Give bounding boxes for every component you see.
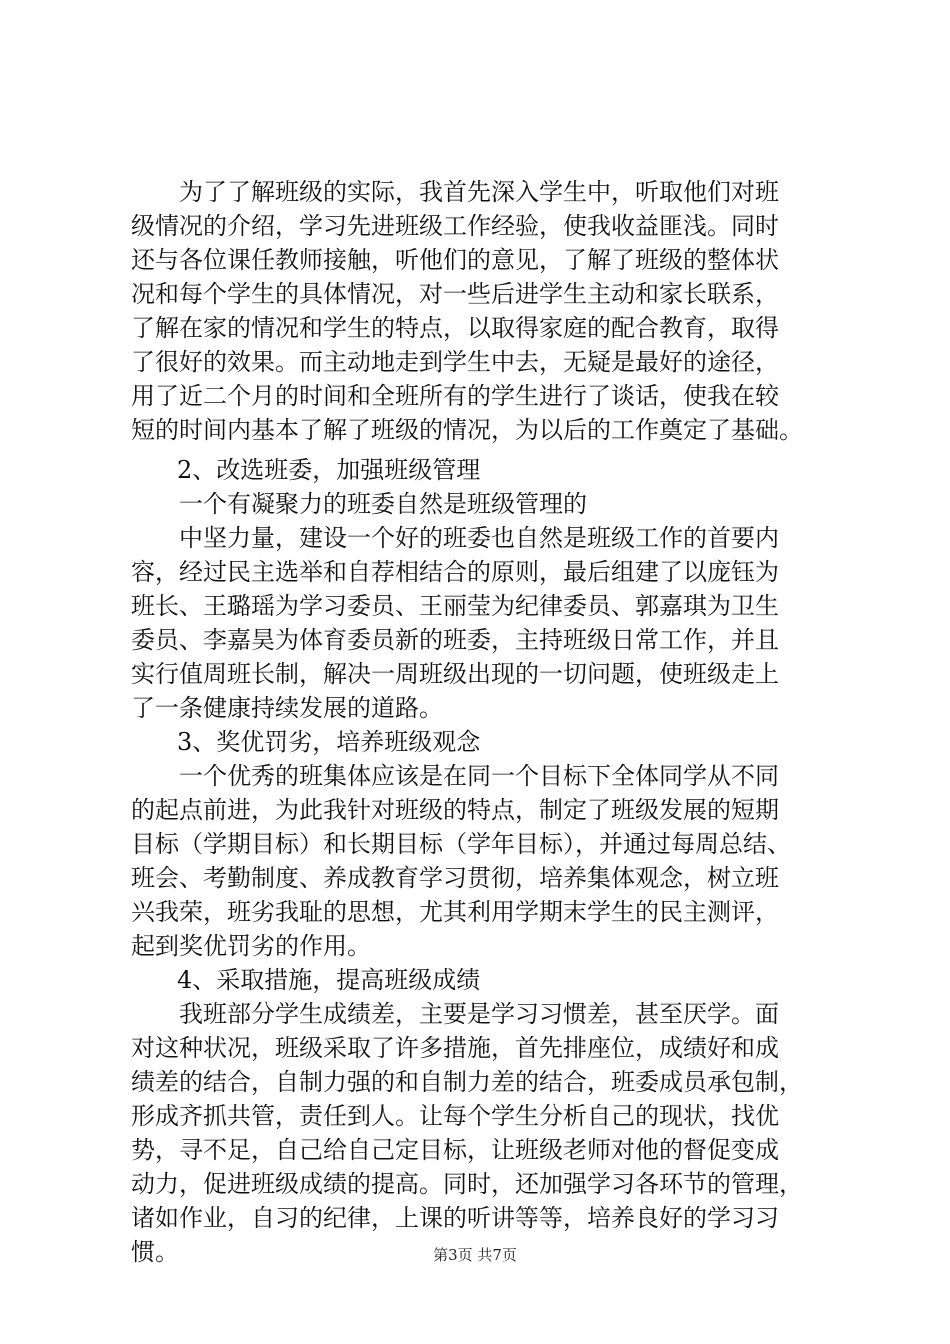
paragraph-line: 容，经过民主选举和自荐相结合的原则，最后组建了以庞钰为 <box>131 558 779 586</box>
paragraph-line: 势，寻不足，自己给自己定目标，让班级老师对他的督促变成 <box>131 1136 779 1164</box>
paragraph-line: 用了近二个月的时间和全班所有的学生进行了谈话，使我在较 <box>131 382 779 410</box>
page-number: 第3页 <box>433 1246 473 1264</box>
paragraph-line: 一个有凝聚力的班委自然是班级管理的 <box>179 490 587 518</box>
intro-paragraph <box>131 175 831 447</box>
paragraph-line: 一个优秀的班集体应该是在同一个目标下全体同学从不同 <box>179 762 779 790</box>
paragraph-line: 兴我荣，班劣我耻的思想，尤其利用学期末学生的民主测评， <box>131 898 779 926</box>
section-heading-4: 4、采取措施，提高班级成绩 <box>177 966 481 994</box>
paragraph-line: 短的时间内基本了解了班级的情况，为以后的工作奠定了基础。 <box>131 416 803 444</box>
page-total: 共7页 <box>477 1246 517 1264</box>
paragraph-line: 目标（学期目标）和长期目标（学年目标），并通过每周总结、 <box>131 830 791 858</box>
paragraph-line: 况和每个学生的具体情况，对一些后进学生主动和家长联系， <box>131 280 779 308</box>
paragraph-line: 为了了解班级的实际，我首先深入学生中，听取他们对班 <box>179 178 779 206</box>
section-heading-2: 2、改选班委，加强班级管理 <box>177 456 481 484</box>
paragraph-line: 形成齐抓共管，责任到人。让每个学生分析自己的现状，找优 <box>131 1102 779 1130</box>
paragraph-line: 我班部分学生成绩差，主要是学习习惯差，甚至厌学。面 <box>179 1000 779 1028</box>
paragraph-line: 动力，促进班级成绩的提高。同时，还加强学习各环节的管理， <box>131 1170 803 1198</box>
paragraph-line: 诸如作业，自习的纪律，上课的听讲等等，培养良好的学习习 <box>131 1204 779 1232</box>
paragraph-line: 绩差的结合，自制力强的和自制力差的结合，班委成员承包制， <box>131 1068 803 1096</box>
paragraph-line: 惯。 <box>131 1238 179 1266</box>
paragraph-line: 级情况的介绍，学习先进班级工作经验，使我收益匪浅。同时 <box>131 212 779 240</box>
paragraph-line: 了解在家的情况和学生的特点，以取得家庭的配合教育，取得 <box>131 314 779 342</box>
paragraph-line: 班会、考勤制度、养成教育学习贯彻，培养集体观念，树立班 <box>131 864 779 892</box>
paragraph-line: 实行值周班长制，解决一周班级出现的一切问题，使班级走上 <box>131 660 779 688</box>
page-footer <box>0 1245 950 1265</box>
paragraph-line: 对这种状况，班级采取了许多措施，首先排座位，成绩好和成 <box>131 1034 779 1062</box>
paragraph-line: 中坚力量，建设一个好的班委也自然是班级工作的首要内 <box>179 524 779 552</box>
paragraph-line: 的起点前进，为此我针对班级的特点，制定了班级发展的短期 <box>131 796 779 824</box>
paragraph-line: 起到奖优罚劣的作用。 <box>131 932 371 960</box>
paragraph-line: 了很好的效果。而主动地走到学生中去，无疑是最好的途径， <box>131 348 779 376</box>
paragraph-line: 了一条健康持续发展的道路。 <box>131 694 443 722</box>
paragraph-line: 委员、李嘉昊为体育委员新的班委，主持班级日常工作，并且 <box>131 626 779 654</box>
body-sections <box>131 453 831 1269</box>
paragraph-line: 还与各位课任教师接触，听他们的意见，了解了班级的整体状 <box>131 246 779 274</box>
paragraph-line: 班长、王璐瑶为学习委员、王丽莹为纪律委员、郭嘉琪为卫生 <box>131 592 779 620</box>
section-heading-3: 3、奖优罚劣，培养班级观念 <box>177 728 481 756</box>
